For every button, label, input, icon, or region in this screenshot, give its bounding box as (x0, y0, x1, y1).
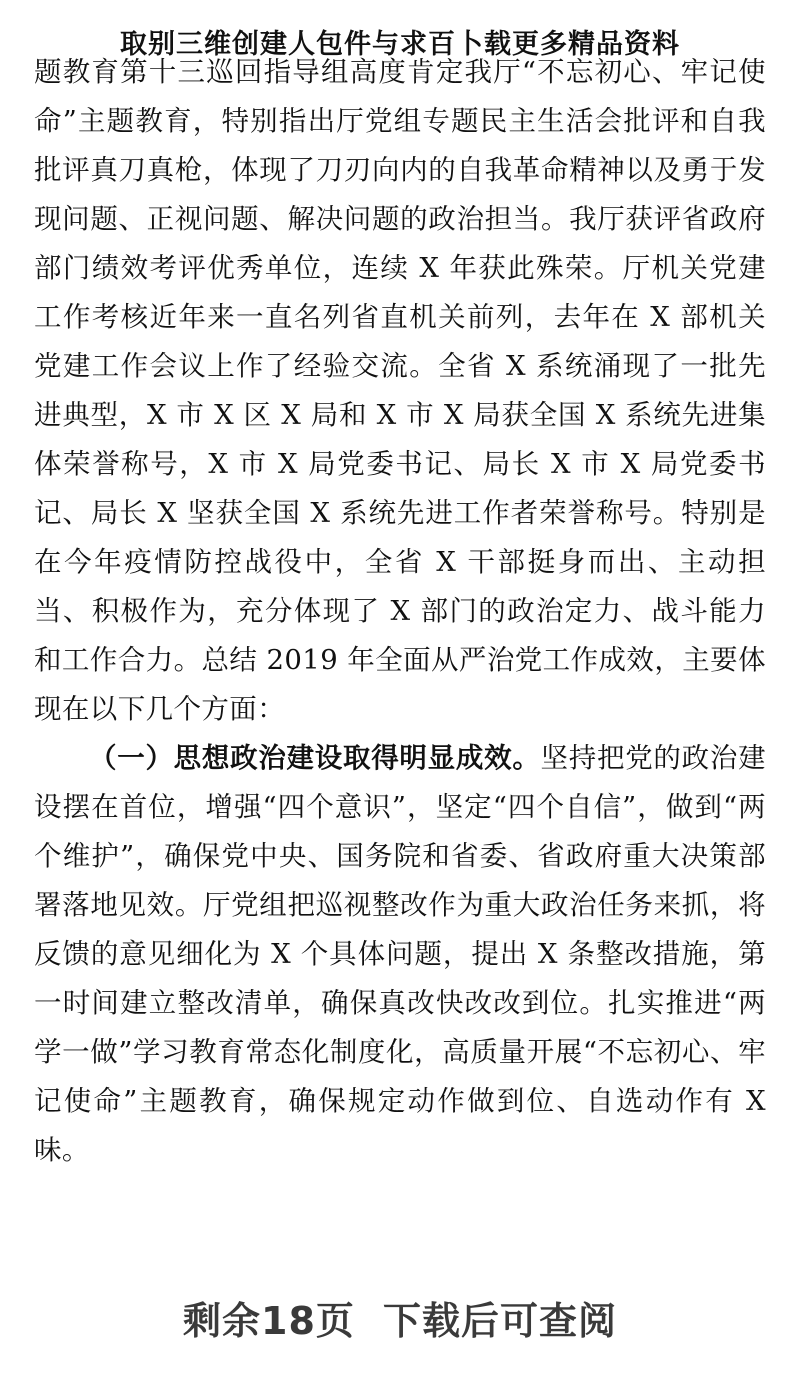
download-hint-label: 下载后可查阅 (382, 1299, 617, 1343)
document-body (34, 48, 766, 1175)
clipped-header-title: 取别三维创建人包件与求百卜载更多精品资料 (120, 29, 680, 56)
section-paragraph (34, 734, 766, 1175)
document-page (0, 29, 800, 1385)
paragraph-intro: 题教育第十三巡回指导组高度肯定我厅“不忘初心、牢记使命”主题教育，特别指出厅党组专题民主生活会批评和自我批评真刀真枪，体现了刀刃向内的自我革命精神以及勇于发现问题、正视问题、解决问题的政治担当。我厅获评省政府部门绩效考评优秀单位，连续 X 年获此殊荣。厅机关党建工作考核近年来一直名列省直机关前列，去年在 X 部机关党建工作会议上作了经验交流。全省 X 系统涌现了一批先进典型，X 市 X 区 X 局和 X 市 X 局获全国 X 系统先进集体荣誉称号，X 市 X 局党委书记、局长 X 市 X 局党委书记、局长 X 坚获全国 X 系统先进工作者荣誉称号。特别是在今年疫情防控战役中，全省 X 干部挺身而出、主动担当、积极作为，充分体现了 X 部门的政治定力、战斗能力和工作合力。总结 2019 年全面从严治党工作成效，主要体现在以下几个方面： (34, 56, 766, 725)
section-body: 坚持把党的政治建设摆在首位，增强“四个意识”，坚定“四个自信”，做到“两个维护”，确保党中央、国务院和省委、省政府重大决策部署落地见效。厅党组把巡视整改作为重大政治任务来抓，将反馈的意见细化为 X 个具体问题，提出 X 条整改措施，第一时间建立整改清单，确保真改快改改到位。扎实推进“两学一做”学习教育常态化制度化，高质量开展“不忘初心、牢记使命”主题教育，确保规定动作做到位、自选动作有 X 味。 (34, 742, 766, 1166)
section-heading: （一）思想政治建设取得明显成效。 (89, 742, 541, 774)
remaining-pages-label: 剩余18页 (183, 1299, 355, 1343)
